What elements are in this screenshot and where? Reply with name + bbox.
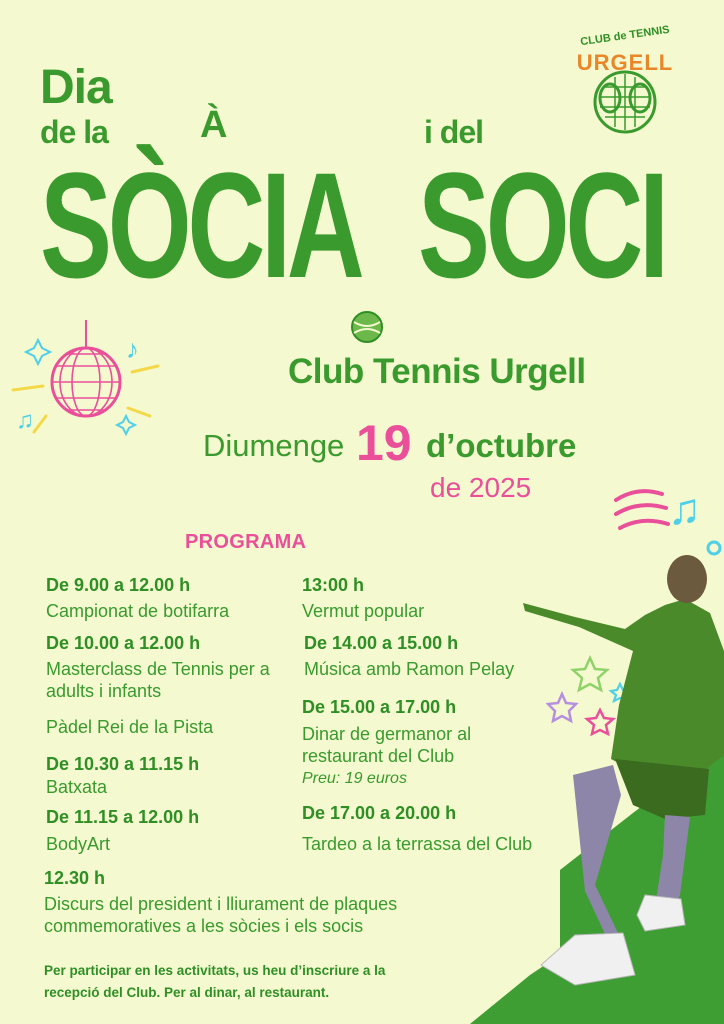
schedule-time: De 15.00 a 17.00 h bbox=[302, 697, 457, 717]
svg-text:♫: ♫ bbox=[668, 485, 701, 534]
tennis-player-image bbox=[515, 555, 724, 995]
schedule-desc: Tardeo a la terrassa del Club bbox=[302, 834, 533, 854]
schedule-time: De 9.00 a 12.00 h bbox=[46, 575, 191, 595]
schedule-extra: Pàdel Rei de la Pista bbox=[46, 717, 214, 737]
club-name: Club Tennis Urgell bbox=[288, 352, 586, 391]
footer-line: recepció del Club. Per al dinar, al restaurant. bbox=[44, 985, 330, 1001]
schedule-time: De 10.00 a 12.00 h bbox=[46, 633, 201, 653]
schedule-time: De 14.00 a 15.00 h bbox=[304, 633, 459, 653]
header-dia: Dia bbox=[40, 61, 112, 114]
logo-top-text: CLUB de TENNIS bbox=[579, 23, 671, 49]
music-note-icon bbox=[610, 478, 724, 558]
schedule-price: Preu: 19 euros bbox=[302, 770, 407, 787]
schedule-time: De 10.30 a 11.15 h bbox=[46, 754, 200, 774]
schedule-desc: Música amb Ramon Pelay bbox=[304, 659, 515, 679]
svg-text:♫: ♫ bbox=[16, 407, 34, 434]
schedule-time: 13:00 h bbox=[302, 575, 365, 595]
schedule-desc: Batxata bbox=[46, 777, 108, 797]
header-de-la: de la bbox=[40, 114, 108, 150]
date-year: de 2025 bbox=[430, 472, 532, 503]
schedule-desc: Discurs del president i lliurament de plaques commemoratives a les sòcies i els socis bbox=[44, 894, 398, 936]
title-soci: SOCI bbox=[418, 141, 665, 309]
schedule-desc: BodyArt bbox=[46, 834, 111, 854]
tennis-ball-icon bbox=[350, 310, 384, 344]
schedule-desc: Vermut popular bbox=[302, 601, 425, 621]
disco-ball-icon bbox=[8, 320, 168, 450]
footer-line: Per participar en les activitats, us heu d’inscriure a la bbox=[44, 963, 386, 978]
date-day: 19 bbox=[356, 415, 412, 471]
schedule-time: De 11.15 a 12.00 h bbox=[46, 807, 200, 827]
logo-name: URGELL bbox=[576, 50, 674, 75]
date-month: d’octubre bbox=[426, 427, 577, 464]
schedule-desc: Dinar de germanor al restaurant del Club bbox=[302, 724, 472, 766]
schedule-desc: Campionat de botifarra bbox=[46, 601, 230, 621]
title-socia: SÒCIA bbox=[40, 141, 361, 309]
svg-text:♪: ♪ bbox=[126, 334, 139, 364]
schedule-desc: Masterclass de Tennis per a adults i infants bbox=[46, 659, 270, 701]
header-accent: À bbox=[200, 104, 228, 146]
footer-note bbox=[44, 960, 464, 1005]
header-i-del: i del bbox=[424, 114, 484, 150]
schedule-time: 12.30 h bbox=[44, 868, 106, 888]
date-weekday: Diumenge bbox=[203, 428, 345, 463]
schedule-time: De 17.00 a 20.00 h bbox=[302, 803, 457, 823]
programa-title: PROGRAMA bbox=[185, 531, 307, 553]
club-logo bbox=[570, 22, 680, 134]
